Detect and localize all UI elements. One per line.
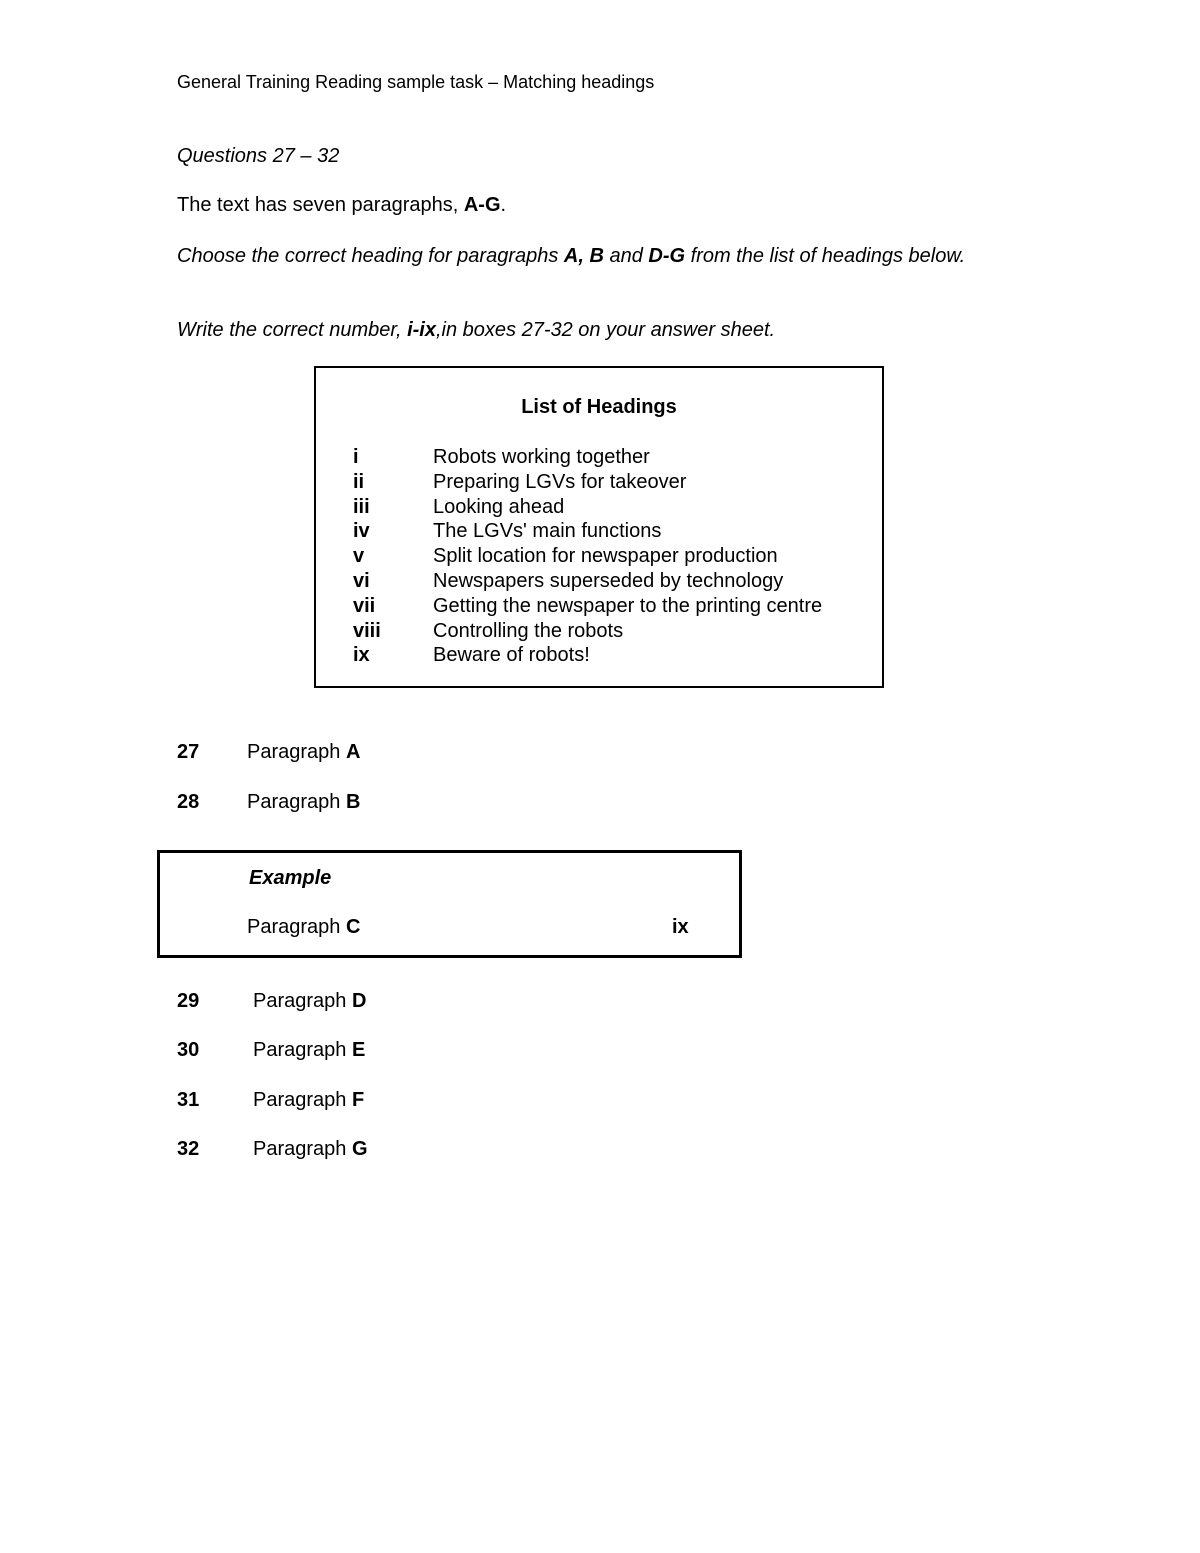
question-label <box>253 989 366 1013</box>
instruction-text: from the list of headings below. <box>685 245 966 267</box>
heading-item <box>353 619 822 644</box>
instruction-text: ,in boxes 27-32 on your answer sheet. <box>435 319 776 341</box>
heading-item <box>353 569 822 594</box>
heading-text: Looking ahead <box>433 495 565 518</box>
instruction-bold: i-ix <box>407 319 436 341</box>
heading-number: iv <box>353 520 370 543</box>
question-label-text: Paragraph <box>253 1039 352 1061</box>
heading-number: ix <box>353 644 370 667</box>
page-header: General Training Reading sample task – Matching headings <box>177 72 655 92</box>
question-label <box>247 790 360 814</box>
heading-text: The LGVs' main functions <box>433 520 662 543</box>
instruction-choose <box>177 244 977 268</box>
instruction-text: Choose the correct heading for paragraphs <box>177 245 564 267</box>
question-number: 28 <box>177 791 200 813</box>
heading-item <box>353 495 822 520</box>
instruction-bold: A, B <box>563 245 604 267</box>
intro-suffix: . <box>500 194 507 216</box>
heading-item <box>353 445 822 470</box>
question-label-text: Paragraph <box>253 1089 352 1111</box>
instruction-text: and <box>603 245 649 267</box>
heading-number: vii <box>353 594 376 617</box>
heading-number: viii <box>353 619 381 642</box>
question-label-text: Paragraph <box>253 990 352 1012</box>
heading-text: Robots working together <box>433 446 650 468</box>
question-number: 27 <box>177 741 200 763</box>
heading-text: Newspapers superseded by technology <box>433 569 784 592</box>
heading-number: vi <box>353 569 370 592</box>
heading-number: i <box>353 446 359 468</box>
question-paragraph-letter: B <box>345 791 361 813</box>
question-paragraph-letter: D <box>351 990 367 1012</box>
heading-number: v <box>353 545 365 568</box>
question-number: 32 <box>177 1138 200 1160</box>
question-label <box>253 1038 365 1062</box>
heading-item <box>353 544 822 569</box>
heading-text: Split location for newspaper production <box>433 545 778 568</box>
example-paragraph <box>247 916 360 939</box>
instruction-write <box>177 318 775 342</box>
question-number: 30 <box>177 1039 200 1061</box>
question-paragraph-letter: A <box>345 741 361 763</box>
instruction-bold: D-G <box>648 245 686 267</box>
question-label-text: Paragraph <box>253 1138 352 1160</box>
heading-text: Getting the newspaper to the printing centre <box>433 594 823 617</box>
example-title: Example <box>249 867 332 889</box>
instruction-text: Write the correct number, <box>177 319 408 341</box>
question-paragraph-letter: G <box>351 1138 368 1160</box>
question-label <box>247 740 360 764</box>
question-number: 29 <box>177 990 200 1012</box>
heading-item <box>353 519 822 544</box>
heading-text: Preparing LGVs for takeover <box>433 470 687 493</box>
question-label <box>253 1137 368 1161</box>
heading-item <box>353 470 822 495</box>
question-label-text: Paragraph <box>247 791 346 813</box>
heading-text: Beware of robots! <box>433 644 590 667</box>
example-box <box>157 850 742 958</box>
questions-range: Questions 27 – 32 <box>177 145 340 167</box>
example-letter: C <box>345 916 361 938</box>
heading-item <box>353 594 822 619</box>
question-paragraph-letter: E <box>351 1039 366 1061</box>
intro-text <box>177 193 506 217</box>
heading-number: ii <box>353 470 365 493</box>
question-label <box>253 1088 364 1112</box>
intro-bold: A-G <box>463 194 501 216</box>
headings-title: List of Headings <box>521 396 677 418</box>
example-answer: ix <box>672 916 689 938</box>
heading-item <box>353 643 822 668</box>
headings-box <box>314 366 884 688</box>
intro-prefix: The text has seven paragraphs, <box>177 194 464 216</box>
example-label: Paragraph <box>247 916 346 938</box>
question-number: 31 <box>177 1089 200 1111</box>
question-label-text: Paragraph <box>247 741 346 763</box>
headings-list <box>353 445 822 668</box>
heading-number: iii <box>353 495 370 518</box>
question-paragraph-letter: F <box>351 1089 365 1111</box>
heading-text: Controlling the robots <box>433 619 624 642</box>
